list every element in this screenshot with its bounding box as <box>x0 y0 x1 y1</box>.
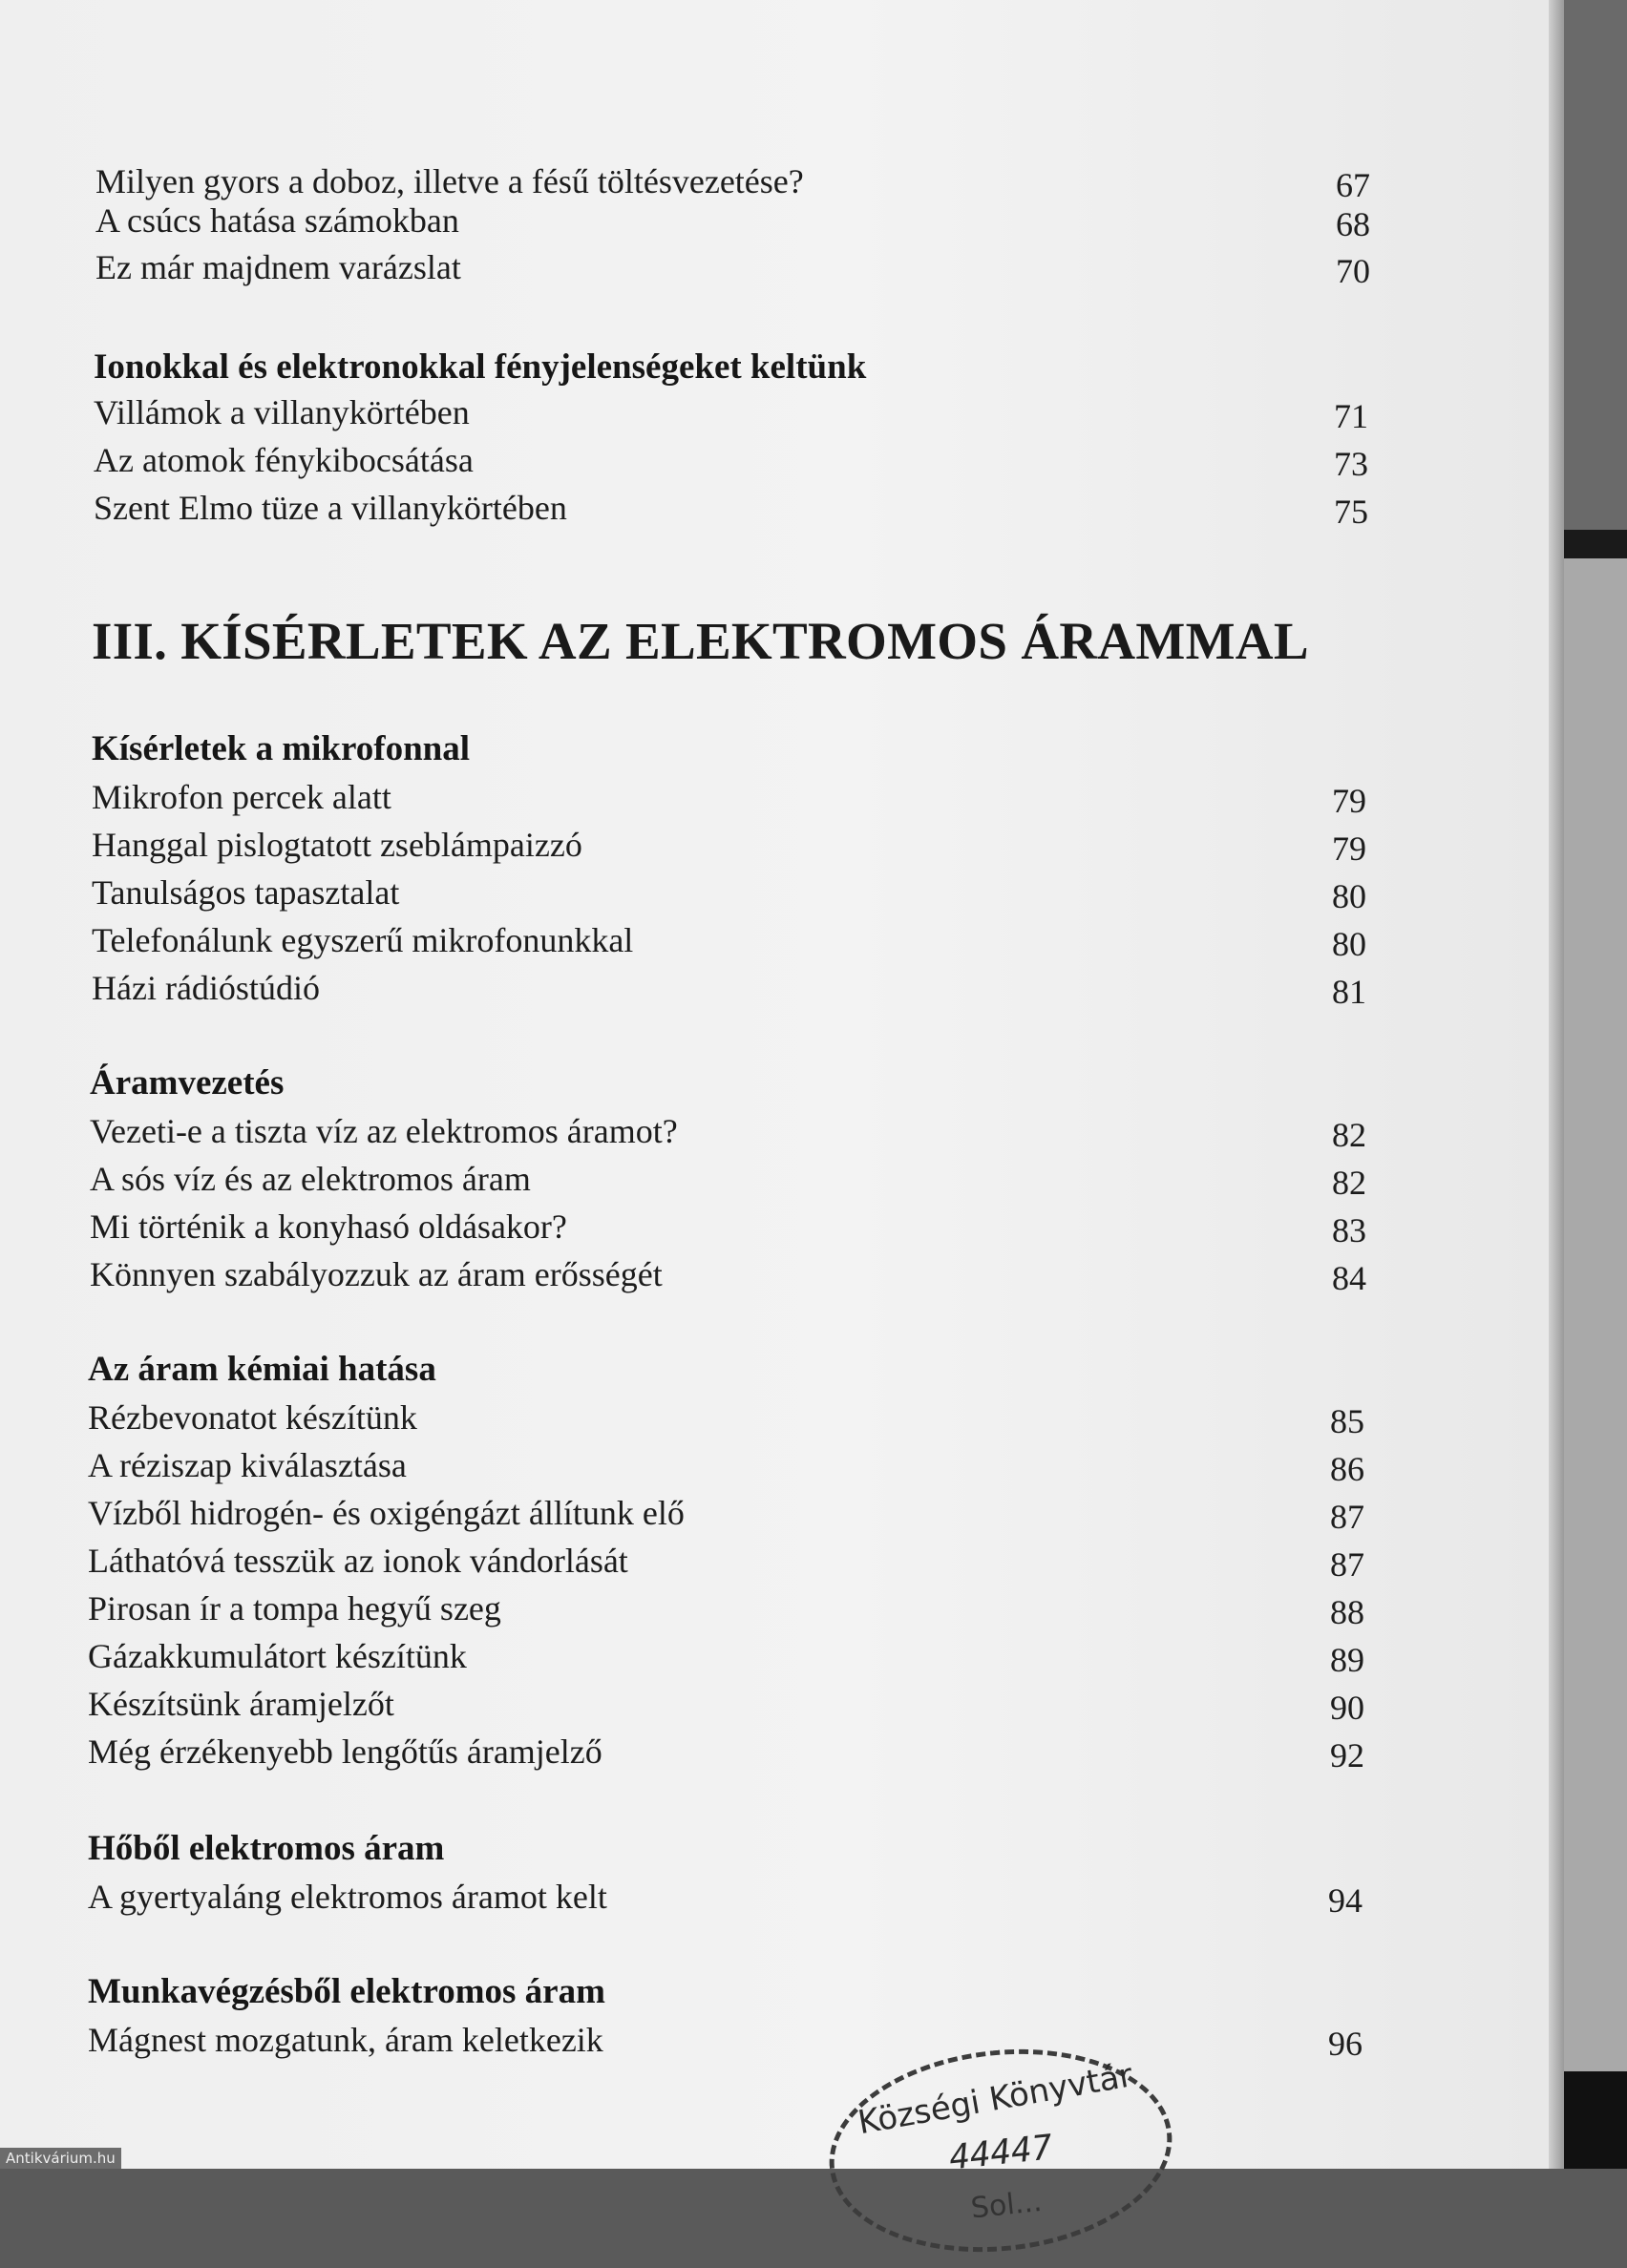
toc-entry-title: Gázakkumulátort készítünk <box>88 1637 467 1675</box>
toc-group-heading: Kísérletek a mikrofonnal <box>92 729 471 768</box>
toc-entry-page: 68 <box>1336 205 1370 243</box>
library-stamp <box>819 2033 1182 2268</box>
toc-group-heading: Ionokkal és elektronokkal fényjelenségeket keltünk <box>94 347 867 387</box>
toc-entry <box>88 1537 1364 1585</box>
toc-entry <box>92 773 1366 821</box>
toc-entry-title: Vezeti-e a tiszta víz az elektromos áramot? <box>90 1112 678 1150</box>
toc-entry <box>88 1873 1363 1921</box>
toc-entry-title: Láthatóvá tesszük az ionok vándorlását <box>88 1542 628 1580</box>
toc-entry <box>94 388 1368 436</box>
toc-entry-page: 75 <box>1334 493 1368 531</box>
toc-entry-title: Még érzékenyebb lengőtűs áramjelző <box>88 1732 602 1771</box>
toc-entry-title: Házi rádióstúdió <box>92 969 320 1007</box>
toc-group-heading: Munkavégzésből elektromos áram <box>88 1972 605 2011</box>
toc-entry <box>88 1585 1364 1632</box>
toc-entry-page: 82 <box>1332 1164 1366 1202</box>
toc-entry-title: Rézbevonatot készítünk <box>88 1398 417 1437</box>
toc-entry <box>92 821 1366 869</box>
toc-entry-page: 79 <box>1332 830 1366 868</box>
toc-entry-title: A sós víz és az elektromos áram <box>90 1160 531 1198</box>
toc-entry-page: 90 <box>1330 1689 1364 1727</box>
toc-entry <box>88 1489 1364 1537</box>
watermark: Antikvárium.hu <box>0 2148 121 2169</box>
toc-entry-title: Telefonálunk egyszerű mikrofonunkkal <box>92 921 634 959</box>
toc-entry-page: 80 <box>1332 877 1366 915</box>
toc-entry <box>95 243 1370 291</box>
toc-entry-page: 96 <box>1328 2025 1363 2063</box>
toc-entry <box>90 1107 1366 1155</box>
stamp-inventory-number: 44447 <box>947 2128 1055 2178</box>
toc-entry-page: 67 <box>1336 166 1370 204</box>
toc-entry-title: Könnyen szabályozzuk az áram erősségét <box>90 1255 663 1293</box>
toc-entry-page: 85 <box>1330 1402 1364 1440</box>
toc-entry-title: A csúcs hatása számokban <box>95 201 459 240</box>
toc-entry-title: Mágnest mozgatunk, áram keletkezik <box>88 2021 603 2059</box>
toc-entry-page: 86 <box>1330 1450 1364 1488</box>
toc-entry <box>92 916 1366 964</box>
toc-entry-page: 89 <box>1330 1641 1364 1679</box>
book-cover-dark-band <box>1564 530 1627 558</box>
toc-entry-page: 87 <box>1330 1545 1364 1584</box>
toc-entry-page: 73 <box>1334 445 1368 483</box>
toc-entry <box>92 964 1366 1012</box>
toc-entry <box>95 197 1370 244</box>
toc-entry <box>88 1728 1364 1775</box>
toc-entry <box>94 436 1368 484</box>
toc-entry-title: Mi történik a konyhasó oldásakor? <box>90 1208 567 1246</box>
page-edge <box>1549 0 1564 2169</box>
toc-entry-title: Ez már majdnem varázslat <box>95 248 461 286</box>
toc-group-heading: Áramvezetés <box>90 1063 285 1102</box>
toc-entry-page: 88 <box>1330 1593 1364 1631</box>
toc-entry-title: Milyen gyors a doboz, illetve a fésű töltésvezetése? <box>95 162 804 200</box>
section-title: III. KÍSÉRLETEK AZ ELEKTROMOS ÁRAMMAL <box>92 612 1309 670</box>
toc-entry-title: Készítsünk áramjelzőt <box>88 1685 394 1723</box>
toc-entry-title: Hanggal pislogtatott zseblámpaizzó <box>92 826 582 864</box>
toc-entry-title: Tanulságos tapasztalat <box>92 873 400 912</box>
toc-entry-title: Szent Elmo tüze a villanykörtében <box>94 489 567 527</box>
book-cover-light-band <box>1564 535 1627 2110</box>
toc-entry <box>88 1632 1364 1680</box>
toc-group-heading: Az áram kémiai hatása <box>88 1350 436 1389</box>
toc-entry-title: Mikrofon percek alatt <box>92 778 391 816</box>
toc-entry-title: Pirosan ír a tompa hegyű szeg <box>88 1589 501 1628</box>
toc-entry-page: 82 <box>1332 1116 1366 1154</box>
toc-entry <box>90 1250 1366 1298</box>
toc-entry-page: 70 <box>1336 252 1370 290</box>
toc-entry <box>88 2016 1363 2064</box>
toc-entry <box>88 1441 1364 1489</box>
toc-entry-title: A réziszap kiválasztása <box>88 1446 407 1484</box>
toc-entry <box>88 1394 1364 1441</box>
toc-entry-page: 92 <box>1330 1736 1364 1774</box>
toc-group-heading: Hőből elektromos áram <box>88 1829 445 1868</box>
toc-entry-page: 94 <box>1328 1881 1363 1920</box>
toc-entry-title: A gyertyaláng elektromos áramot kelt <box>88 1878 607 1916</box>
book-cover-bottom <box>1564 2071 1627 2169</box>
toc-entry <box>90 1155 1366 1203</box>
stamp-library-name: Községi Könyvtár <box>855 2056 1136 2143</box>
toc-entry-page: 83 <box>1332 1211 1366 1250</box>
toc-entry-page: 71 <box>1334 397 1368 435</box>
toc-entry <box>88 1680 1364 1728</box>
toc-entry-title: Vízből hidrogén- és oxigéngázt állítunk elő <box>88 1494 685 1532</box>
toc-entry-page: 87 <box>1330 1498 1364 1536</box>
toc-entry-page: 84 <box>1332 1259 1366 1297</box>
toc-entry-page: 80 <box>1332 925 1366 963</box>
toc-entry <box>92 869 1366 916</box>
toc-entry <box>90 1203 1366 1250</box>
toc-entry-page: 81 <box>1332 973 1366 1011</box>
toc-entry-title: Az atomok fénykibocsátása <box>94 441 474 479</box>
toc-entry-page: 79 <box>1332 782 1366 820</box>
toc-entry <box>94 484 1368 532</box>
stamp-place: Sol... <box>969 2184 1044 2226</box>
toc-entry-title: Villámok a villanykörtében <box>94 393 470 431</box>
